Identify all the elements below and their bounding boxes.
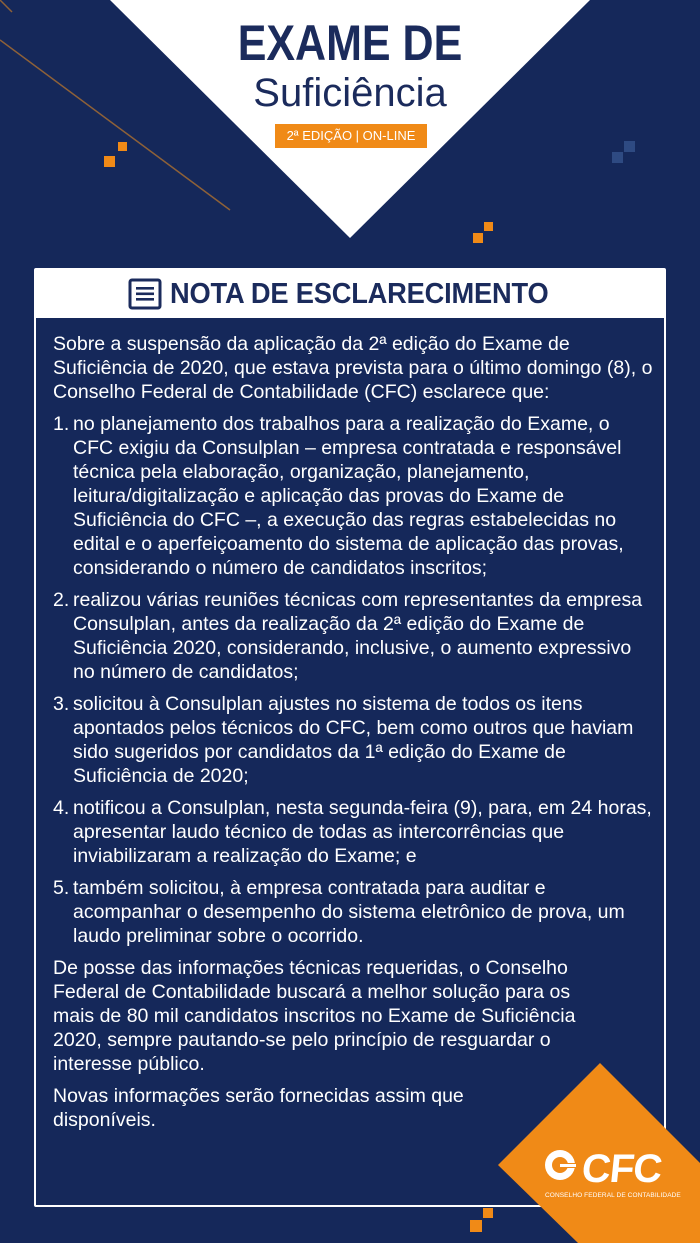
list-item-text: também solicitou, à empresa contratada para auditar e acompanhar o desempenho do sistema eletrônico de prova, um laudo preliminar sobre o ocorrido.	[73, 877, 625, 947]
list-item	[53, 412, 653, 580]
list-item-number: 2.	[53, 589, 70, 611]
edition-badge: 2ª EDIÇÃO | ON-LINE	[275, 124, 427, 148]
list-item	[53, 588, 653, 684]
exam-title: EXAME DE	[237, 15, 463, 71]
note-content	[53, 332, 653, 1140]
closing-paragraph: De posse das informações técnicas requeridas, o Conselho Federal de Contabilidade buscará a melhor solução para os mais de 80 mil candidatos inscritos no Exame de Suficiência 2020, sempre pautando-se pelo princípio de resguardar o interesse público.	[53, 957, 576, 1075]
list-item-text: no planejamento dos trabalhos para a realização do Exame, o CFC exigiu da Consulplan – empresa contratada e responsável técnica pela elaboração, organização, planejamento, leitura/digitalização e aplicação das provas do Exame de Suficiência do CFC –, a execução das regras estabelecidas no edital e o aperfeiçoamento do sistema de aplicação das provas, considerando o número de candidatos inscritos;	[73, 413, 624, 579]
numbered-list	[53, 412, 653, 948]
panel-title: NOTA DE ESCLARECIMENTO	[169, 277, 549, 310]
list-item	[53, 692, 653, 788]
final-paragraph: Novas informações serão fornecidas assim que disponíveis.	[53, 1085, 464, 1131]
header	[0, 0, 700, 240]
list-item	[53, 876, 653, 948]
list-item-number: 3.	[53, 693, 70, 715]
cfc-logo-subtitle: CONSELHO FEDERAL DE CONTABILIDADE	[545, 1192, 681, 1199]
panel-header	[36, 270, 664, 318]
document-icon	[128, 278, 162, 310]
intro-paragraph: Sobre a suspensão da aplicação da 2ª edição do Exame de Suficiência de 2020, que estava prevista para o último domingo (8), o Conselho Federal de Contabilidade (CFC) esclarece que:	[53, 333, 653, 403]
cfc-logo: CFC	[579, 1147, 664, 1191]
list-item	[53, 796, 653, 868]
exam-subtitle: Suficiência	[253, 71, 447, 115]
list-item-number: 5.	[53, 877, 70, 899]
list-item-number: 1.	[53, 413, 70, 435]
list-item-number: 4.	[53, 797, 70, 819]
list-item-text: realizou várias reuniões técnicas com representantes da empresa Consulplan, antes da realização da 2ª edição do Exame de Suficiência 2020, considerando, inclusive, o aumento expressivo no número de candidatos;	[73, 589, 643, 683]
list-item-text: solicitou à Consulplan ajustes no sistema de todos os itens apontados pelos técnicos do CFC, bem como outros que haviam sido sugeridos por candidatos da 1ª edição do Exame de Suficiência de 2020;	[73, 693, 634, 787]
list-item-text: notificou a Consulplan, nesta segunda-feira (9), para, em 24 horas, apresentar laudo técnico de todas as intercorrências que inviabilizaram a realização do Exame; e	[73, 797, 652, 867]
